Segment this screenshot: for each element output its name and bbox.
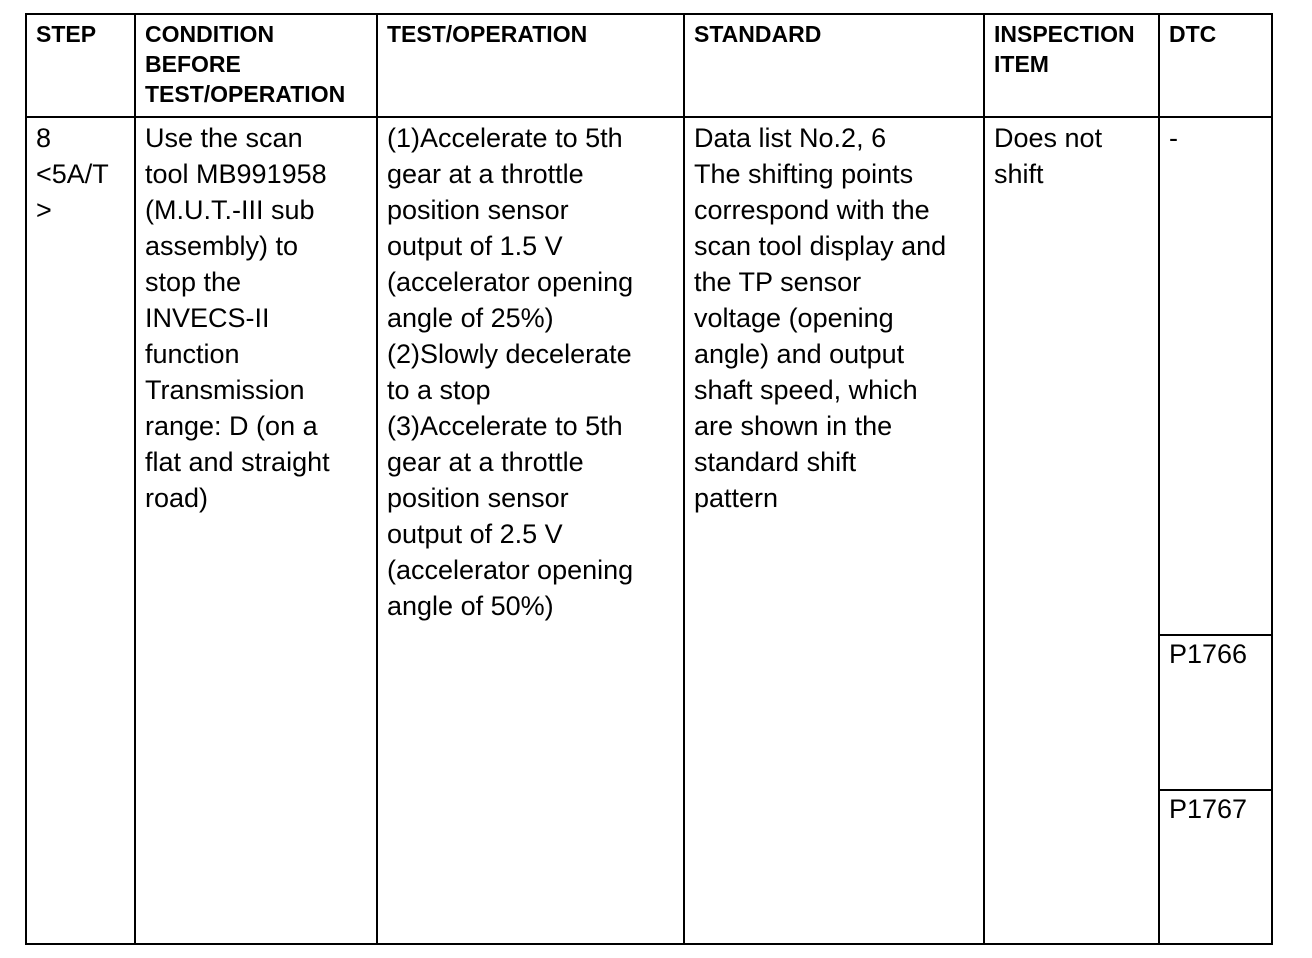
header-standard: STANDARD [694,21,822,47]
cell-inspection-item: Does not shift [994,123,1103,189]
header-dtc: DTC [1169,21,1217,47]
cell-dtc-1: - [1169,123,1178,153]
cell-test-operation: (1)Accelerate to 5th gear at a throttle position sensor output of 1.5 V (accelerator opening angle of 25%) (2)Slowly decelerate to a stop (3)Accelerate to 5th gear at a throttle position sensor output of 2.5 V (accelerator opening angle of 50%) [387,123,634,621]
header-step: STEP [36,21,97,47]
column-dtc [1158,15,1273,943]
column-test-operation [376,15,683,943]
cell-step: 8 <5A/T > [36,123,109,225]
column-standard [683,15,983,943]
cell-standard: Data list No.2, 6 The shifting points correspond with the scan tool display and the TP sensor voltage (opening angle) and output shaft speed, which are shown in the standard shift pattern [694,123,947,513]
header-condition: CONDITION BEFORE TEST/OPERATION [145,21,346,107]
cell-dtc-3: P1767 [1169,794,1248,824]
cell-condition: Use the scan tool MB991958 (M.U.T.-III sub assembly) to stop the INVECS-II function Transmission range: D (on a flat and straight road) [145,123,330,513]
column-condition [134,15,376,943]
header-test-operation: TEST/OPERATION [387,21,588,47]
column-inspection-item [983,15,1158,943]
diagnostic-table [25,13,1273,945]
column-step [27,15,134,943]
cell-dtc-2: P1766 [1169,639,1248,669]
header-inspection-item: INSPECTION ITEM [994,21,1135,77]
